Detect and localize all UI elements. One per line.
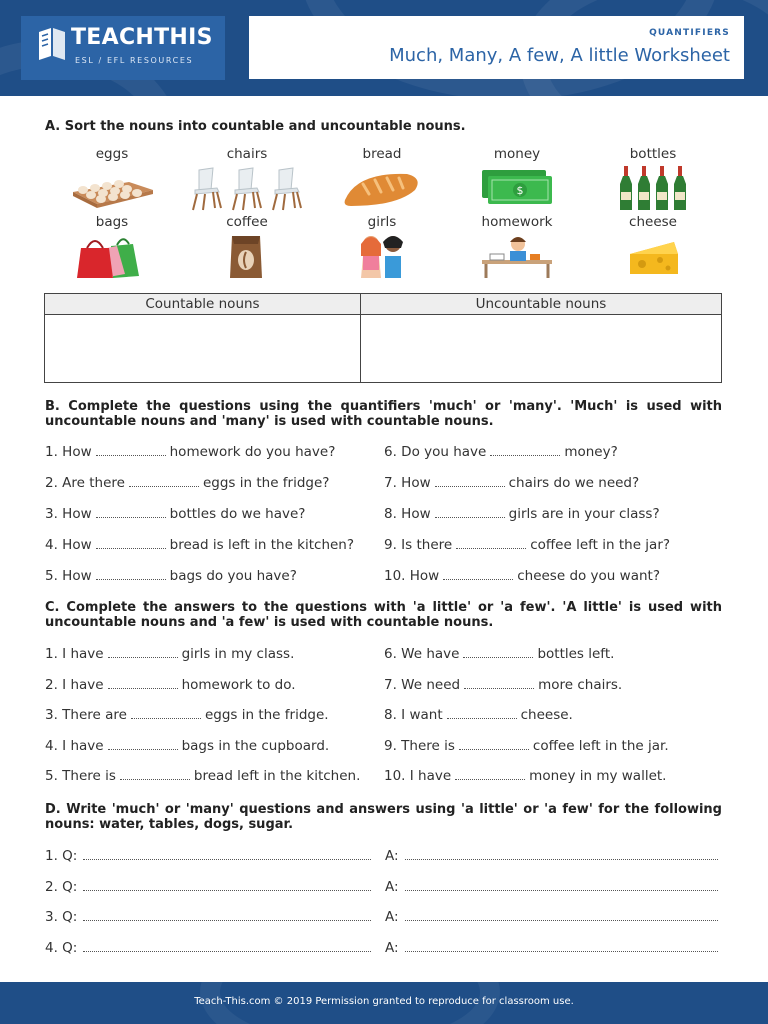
item-suffix: cheese.	[520, 707, 573, 723]
answer-blank[interactable]	[443, 570, 513, 580]
item-suffix: eggs in the fridge?	[202, 475, 330, 491]
question-item	[45, 506, 305, 522]
question-item	[45, 568, 297, 584]
answer-blank[interactable]	[459, 740, 529, 750]
item-prefix: 2. Are there	[45, 475, 125, 491]
answer-blank[interactable]	[405, 881, 718, 891]
answer-blank[interactable]	[405, 850, 718, 860]
noun-label: coffee	[226, 214, 268, 230]
question-item	[384, 568, 660, 584]
answer-blank[interactable]	[447, 709, 517, 719]
answer-blank[interactable]	[490, 446, 560, 456]
question-blank[interactable]	[83, 942, 371, 952]
answer-blank[interactable]	[131, 709, 201, 719]
item-prefix: 5. There is	[45, 768, 116, 784]
worksheet-title: Much, Many, A few, A little Worksheet	[389, 45, 730, 66]
coffee-icon	[202, 232, 292, 280]
item-suffix: homework to do.	[181, 676, 296, 693]
question-item	[45, 707, 329, 723]
item-prefix: 6. Do you have	[384, 444, 487, 460]
noun-label: girls	[367, 214, 397, 230]
answer-blank[interactable]	[129, 477, 199, 487]
countable-header: Countable nouns	[45, 294, 361, 315]
noun-label: money	[493, 146, 541, 162]
item-suffix: coffee left in the jar?	[530, 537, 671, 553]
item-suffix: money in my wallet.	[529, 768, 667, 784]
item-prefix: 4. How	[45, 537, 92, 553]
question-label: 4. Q:	[45, 939, 78, 956]
question-item	[384, 475, 639, 491]
item-prefix: 10. How	[384, 568, 440, 584]
noun-label: chairs	[226, 146, 268, 162]
question-item	[384, 738, 669, 754]
item-prefix: 3. How	[45, 506, 92, 522]
money-icon	[472, 164, 562, 212]
item-suffix: bottles do we have?	[169, 506, 306, 522]
item-prefix: 9. There is	[384, 737, 455, 754]
eggs-icon	[67, 164, 157, 212]
answer-blank[interactable]	[96, 446, 166, 456]
item-prefix: 8. How	[384, 506, 431, 522]
uncountable-answer-cell[interactable]	[360, 315, 721, 383]
item-prefix: 7. How	[384, 475, 431, 491]
girls-icon	[337, 232, 427, 280]
item-suffix: coffee left in the jar.	[532, 737, 669, 754]
answer-line	[385, 848, 718, 864]
question-item	[384, 677, 622, 693]
item-prefix: 6. We have	[384, 646, 460, 662]
item-suffix: girls are in your class?	[508, 506, 660, 522]
logo-tagline: ESL / EFL RESOURCES	[75, 56, 194, 65]
answer-blank[interactable]	[405, 911, 718, 921]
answer-blank[interactable]	[463, 648, 533, 658]
section-a-heading: A. Sort the nouns into countable and uncountable nouns.	[45, 119, 466, 134]
answer-blank[interactable]	[108, 679, 178, 689]
section-d-heading: D. Write 'much' or 'many' questions and answers using 'a little' or 'a few' for the following nouns: water, tables, dogs, sugar.	[45, 802, 722, 832]
noun-label: cheese	[629, 214, 677, 230]
homework-icon	[472, 232, 562, 280]
item-prefix: 2. I have	[45, 676, 104, 693]
bottles-icon	[608, 164, 698, 212]
question-item	[384, 537, 670, 553]
noun-label: bread	[362, 146, 402, 162]
question-item	[384, 707, 573, 723]
item-prefix: 7. We need	[384, 676, 461, 693]
copyright-text: Teach-This.com © 2019 Permission granted to reproduce for classroom use.	[194, 996, 574, 1007]
item-prefix: 5. How	[45, 568, 92, 584]
answer-blank[interactable]	[455, 770, 525, 780]
answer-blank[interactable]	[96, 508, 166, 518]
item-prefix: 3. There are	[45, 707, 127, 723]
answer-label: A:	[385, 909, 399, 925]
question-label: 2. Q:	[45, 878, 78, 895]
answer-blank[interactable]	[405, 942, 718, 952]
question-line	[45, 879, 371, 895]
item-suffix: money?	[564, 444, 618, 460]
worksheet-category: QUANTIFIERS	[649, 28, 730, 38]
noun-label: homework	[481, 214, 553, 230]
question-blank[interactable]	[83, 911, 371, 921]
item-suffix: cheese do you want?	[517, 568, 660, 584]
answer-label: A:	[385, 878, 399, 895]
question-blank[interactable]	[83, 881, 371, 891]
item-suffix: bread left in the kitchen.	[193, 768, 361, 784]
noun-label: eggs	[95, 146, 129, 162]
countable-answer-cell[interactable]	[45, 315, 361, 383]
item-suffix: bread is left in the kitchen?	[169, 537, 355, 553]
noun-label: bags	[95, 214, 129, 230]
answer-blank[interactable]	[435, 477, 505, 487]
svg-text:$: $	[516, 184, 524, 197]
answer-blank[interactable]	[96, 570, 166, 580]
question-item	[384, 444, 618, 460]
answer-blank[interactable]	[456, 539, 526, 549]
question-item	[384, 506, 660, 522]
item-prefix: 8. I want	[384, 707, 443, 723]
section-c-heading: C. Complete the answers to the questions with 'a little' or 'a few'. 'A little' is used with uncountable nouns and 'a few' is used with countable nouns.	[45, 600, 722, 630]
question-item	[45, 738, 329, 754]
question-item	[45, 646, 294, 662]
question-item	[45, 677, 296, 693]
item-suffix: bags do you have?	[169, 568, 297, 584]
section-b-heading: B. Complete the questions using the quantifiers 'much' or 'many'. 'Much' is used with uncountable nouns and 'many' is used with countable nouns.	[45, 399, 722, 429]
answer-blank[interactable]	[464, 679, 534, 689]
item-suffix: bottles left.	[537, 646, 615, 662]
answer-blank[interactable]	[96, 539, 166, 549]
question-item	[45, 537, 354, 553]
item-prefix: 9. Is there	[384, 537, 453, 553]
bread-icon	[337, 164, 427, 212]
title-box	[249, 16, 744, 79]
item-suffix: chairs do we need?	[508, 475, 640, 491]
question-line	[45, 909, 371, 925]
item-suffix: eggs in the fridge.	[204, 707, 329, 723]
page-header	[0, 0, 768, 96]
question-item	[45, 475, 329, 491]
question-line	[45, 848, 371, 864]
answer-line	[385, 879, 718, 895]
sorting-table	[44, 293, 722, 383]
question-blank[interactable]	[83, 850, 371, 860]
answer-label: A:	[385, 939, 399, 956]
question-item	[45, 444, 335, 460]
question-item	[384, 768, 666, 784]
item-suffix: bags in the cupboard.	[181, 737, 330, 754]
answer-blank[interactable]	[435, 508, 505, 518]
question-item	[45, 768, 360, 784]
answer-label: A:	[385, 848, 399, 864]
uncountable-header: Uncountable nouns	[360, 294, 721, 315]
answer-blank[interactable]	[108, 648, 178, 658]
book-icon	[35, 26, 69, 62]
item-prefix: 1. I have	[45, 646, 104, 662]
question-label: 1. Q:	[45, 848, 78, 864]
item-prefix: 4. I have	[45, 737, 104, 754]
question-label: 3. Q:	[45, 909, 78, 925]
chairs-icon	[187, 164, 307, 212]
logo	[21, 16, 225, 80]
logo-name: TEACHTHIS	[71, 25, 213, 50]
item-prefix: 10. I have	[384, 768, 452, 784]
item-prefix: 1. How	[45, 444, 92, 460]
question-line	[45, 940, 371, 956]
page-footer	[0, 982, 768, 1024]
noun-label: bottles	[629, 146, 677, 162]
answer-blank[interactable]	[108, 740, 178, 750]
item-suffix: more chairs.	[538, 676, 623, 693]
answer-line	[385, 909, 718, 925]
item-suffix: homework do you have?	[169, 444, 336, 460]
answer-blank[interactable]	[120, 770, 190, 780]
item-suffix: girls in my class.	[181, 646, 295, 662]
cheese-icon	[608, 232, 698, 280]
question-item	[384, 646, 614, 662]
answer-line	[385, 940, 718, 956]
bags-icon	[67, 232, 157, 280]
